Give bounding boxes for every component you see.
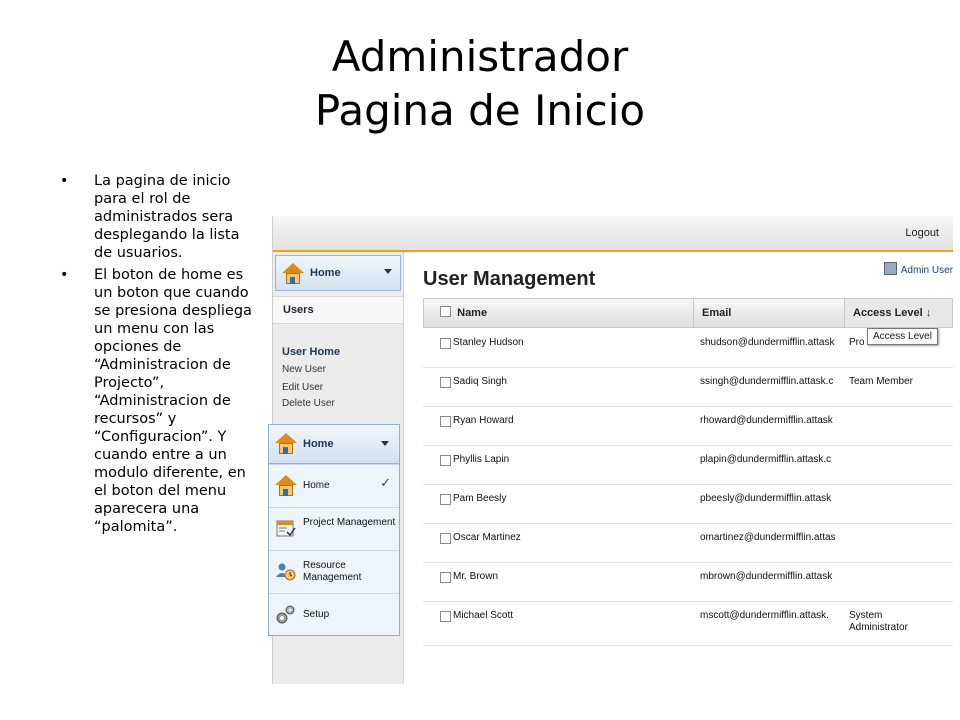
bullet-list [56,172,256,540]
table-row[interactable] [423,367,953,407]
house-icon [282,263,304,285]
bullet-item: • La pagina de inicio para el rol de administrados sera desplegando la lista de usuarios. [56,172,256,262]
home-menu-button[interactable] [275,255,401,291]
sidebar-link-edit-user[interactable]: Edit User [282,382,324,393]
row-email: shudson@dundermifflin.attask [700,337,835,348]
row-checkbox[interactable] [440,338,451,349]
menu-item-label: Project Management [303,517,396,528]
column-access-label: Access Level [853,307,923,319]
column-header-name[interactable] [424,299,694,327]
menu-item-project-management[interactable] [269,507,399,550]
sort-arrow-icon: ↓ [925,307,932,319]
row-email: mbrown@dundermifflin.attask [700,571,833,582]
admin-user-label: Admin User [900,265,953,276]
row-email: plapin@dundermifflin.attask.c [700,454,832,465]
home-dropdown-menu [268,424,400,636]
row-name: Oscar Martinez [453,532,521,543]
row-checkbox[interactable] [440,572,451,583]
home-dropdown-label: Home [303,438,334,450]
menu-item-label: Home [303,480,330,491]
table-row[interactable] [423,445,953,485]
house-icon [275,433,297,455]
menu-item-resource-management[interactable] [269,550,399,593]
row-email: ssingh@dundermifflin.attask.c [700,376,834,387]
row-name: Stanley Hudson [453,337,524,348]
slide-title-line-1: Administrador [331,32,629,81]
access-level-tooltip: Access Level [867,328,938,345]
home-button-label: Home [310,267,341,279]
menu-item-label: Resource Management [303,560,362,583]
table-row[interactable] [423,523,953,563]
row-name: Sadiq Singh [453,376,507,387]
menu-item-home[interactable] [269,464,399,507]
slide-title [0,30,960,138]
table-row[interactable] [423,484,953,524]
row-access: Pro [849,337,865,348]
row-name: Phyllis Lapin [453,454,510,465]
select-all-checkbox[interactable] [440,306,451,317]
row-access: Team Member [849,376,913,387]
row-checkbox[interactable] [440,533,451,544]
sidebar-link-new-user[interactable]: New User [282,364,326,375]
menu-item-label: Setup [303,609,330,620]
row-checkbox[interactable] [440,611,451,622]
resource-icon [275,561,297,583]
row-name: Pam Beesly [453,493,507,504]
row-checkbox[interactable] [440,416,451,427]
menu-item-setup[interactable] [269,593,399,636]
row-email: mscott@dundermifflin.attask. [700,610,829,621]
house-icon [275,475,297,497]
project-icon [275,518,297,540]
row-access: System Administrator [849,610,908,633]
row-name: Mr. Brown [453,571,499,582]
row-name: Michael Scott [453,610,514,621]
page-title: User Management [423,268,596,290]
table-row[interactable] [423,601,953,646]
table-header [423,298,953,328]
chevron-down-icon [381,441,389,446]
table-row[interactable] [423,562,953,602]
row-checkbox[interactable] [440,494,451,505]
row-checkbox[interactable] [440,377,451,388]
row-email: rhoward@dundermifflin.attask [700,415,833,426]
top-bar [273,216,953,252]
table-row[interactable] [423,406,953,446]
users-tab-label: Users [283,304,314,316]
row-email: omartinez@dundermifflin.attas [700,532,836,543]
column-header-email[interactable] [694,299,845,327]
row-checkbox[interactable] [440,455,451,466]
slide-title-line-2: Pagina de Inicio [314,86,646,135]
checkmark-icon: ✓ [380,475,391,490]
column-email-label: Email [702,307,732,319]
row-name: Ryan Howard [453,415,514,426]
column-header-access-level[interactable] [845,299,952,327]
admin-user-link[interactable] [884,262,953,276]
sidebar-link-delete-user[interactable]: Delete User [282,398,335,409]
column-name-label: Name [457,307,488,319]
logout-link[interactable]: Logout [905,227,939,239]
sidebar-link-user-home[interactable]: User Home [282,346,341,358]
chevron-down-icon [384,269,392,274]
row-email: pbeesly@dundermifflin.attask [700,493,832,504]
home-dropdown-header[interactable] [269,425,399,464]
users-tab[interactable] [273,296,403,324]
user-icon [884,262,897,275]
main-content [423,252,953,684]
bullet-item: • El boton de home es un boton que cuando se presiona despliega un menu con las opciones de “Administracion de Projecto”, “Administracion de recursos” y “Configuracion”. Y cuando entre a un modulo diferente, en el boton del menu aparecera una “palomita”. [56,266,256,536]
gears-icon [275,604,297,626]
